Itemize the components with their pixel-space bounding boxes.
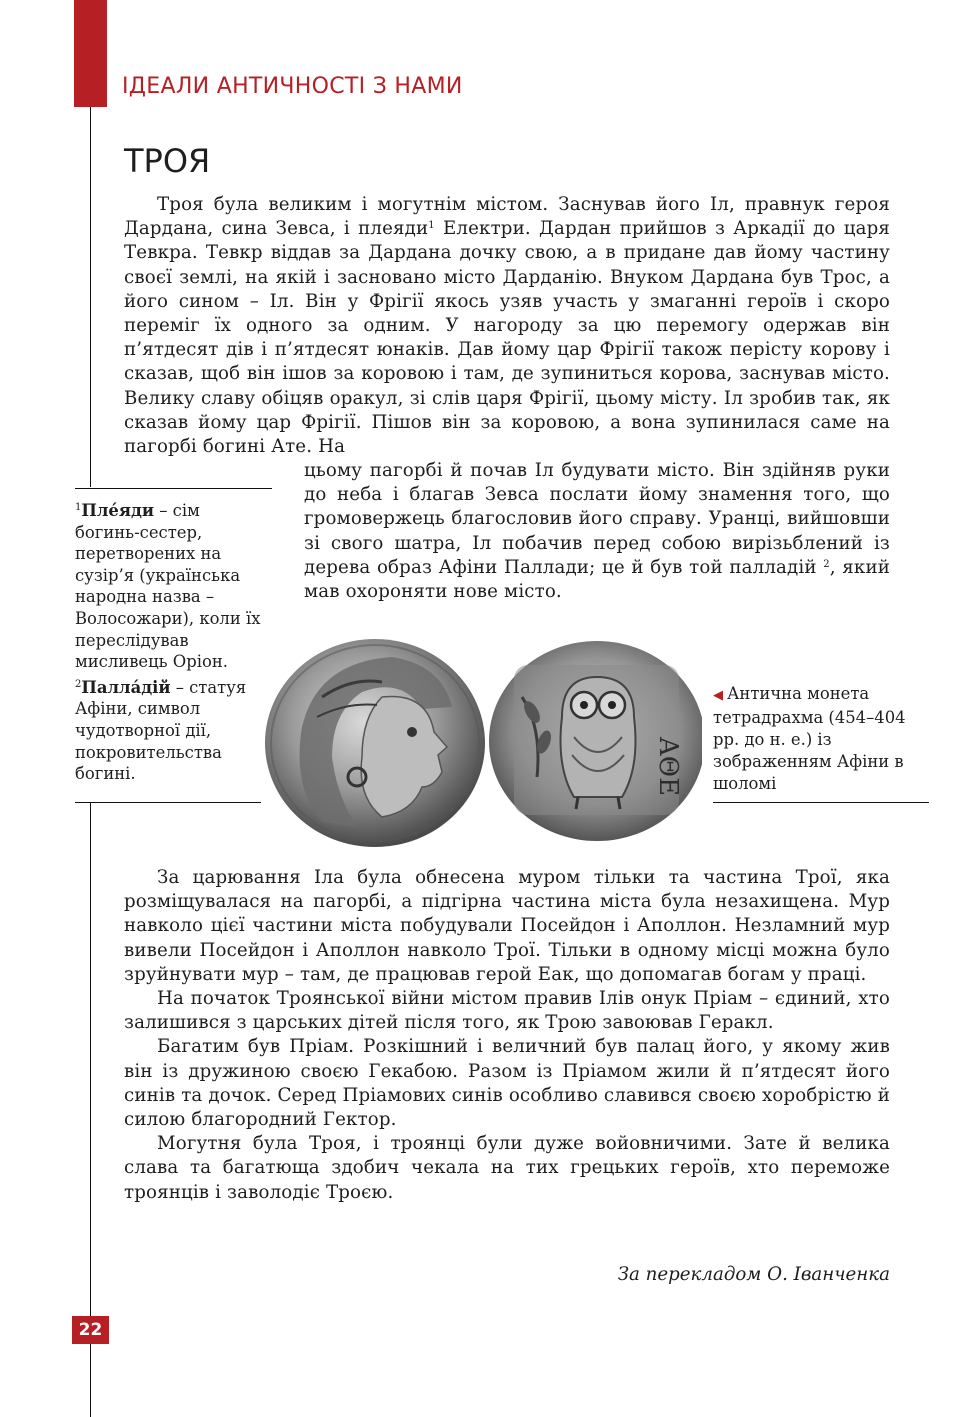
footnote-1-number: 1 [75, 502, 82, 513]
footnotes [75, 500, 267, 785]
paragraph-troy-might: Могутня була Троя, і троянці були дуже войовничими. Зате й велика слава та багатюща здобич чекала на тих грецьких героїв, хто переможе троянців і заволодіє Троєю. [124, 1133, 890, 1203]
coin-reverse [489, 641, 702, 841]
translation-attribution: За перекладом О. Іванченка [617, 1264, 890, 1285]
paragraph-intro [124, 193, 890, 459]
caption-text: Антична монета тетрадрахма (454–404 рр. до н. е.) із зображенням Афіни в шоломі [713, 684, 906, 793]
paragraph-priam-palace: Багатим був Пріам. Розкішний і величний був палац його, у якому жив він із дружиною своєю Гекабою. Разом із Пріамом жили й п’ятдесят його синів та дочок. Серед Пріамових синів особливо славився своєю хоробрістю й силою благородний Гектор. [124, 1036, 890, 1131]
coin-inscription: ΑΘΕ [653, 737, 683, 797]
coin-obverse [265, 639, 485, 847]
page-title: ТРОЯ [124, 142, 211, 180]
section-header: ІДЕАЛИ АНТИЧНОСТІ З НАМИ [122, 74, 463, 99]
paragraph-intro-part-b: Електри. Дардан прийшов з Аркадії до царя Тевкра. Тевкр віддав за Дардана дочку свою, а в придане дав йому частину своєї землі, на якій і засновано місто Дарданію. Внуком Дардана був Трос, а його сином – Іл. Він у Фрігії якось узяв участь у змаганні героїв і скоро переміг їх одного за одним. У нагороду за цю перемогу одержав він п’ятдесят дів і п’ятдесят юнаків. Дав йому цар Фрігії також перісту корову і сказав, щоб він ішов за коровою і там, де зупиниться корова, заснував місто. Велику славу обіцяв оракул, зі слів царя Фрігії, цьому місту. Іл зробив так, як сказав йому цар Фрігії. Пішов він за коровою, а вона зупинилася саме на пагорбі богині Ате. На [124, 218, 890, 458]
paragraph-intro-part-a: Троя була великим і могутнім містом. Заснував його Іл, правнук героя Дардана, сина Зевса, і плеяди [124, 194, 890, 240]
footnote-2-term: Палла́дій [81, 677, 171, 697]
footnote-1-text: – сім богинь-сестер, перетворених на сузір’я (українська народна назва – Волосожари), коли їх переслідував мисливець Оріон. [75, 501, 261, 672]
footnote-divider-top [75, 488, 272, 489]
caption-divider [713, 802, 929, 803]
main-text [124, 866, 890, 1205]
footnote-ref-1[interactable]: 1 [428, 220, 435, 232]
page-number: 22 [72, 1316, 109, 1344]
caption-arrow-icon: ◀ [713, 688, 723, 703]
tetradrachm-coin-image [262, 637, 702, 849]
footnote-ref-2[interactable]: 2 [823, 558, 830, 570]
footnote-1-term: Пле́яди [81, 501, 155, 520]
footnote-divider-bottom [75, 802, 261, 803]
paragraph-intro-continued [304, 459, 890, 604]
footnote-2-number: 2 [75, 678, 82, 690]
paragraph-priam-rule: На початок Троянської війни містом правив Ілів онук Пріам – єдиний, хто залишився з царських дітей після того, як Трою завоював Геракл. [124, 988, 890, 1034]
header-accent-bar [74, 0, 107, 107]
paragraph-intro-part-c: цьому пагорбі й почав Іл будувати місто. Він здійняв руки до неба і благав Зевса послати йому знамення того, що громовержець благословив його справу. Уранці, вийшовши зі свого шатра, Іл побачив перед собою вирізьблений із дерева образ Афіни Паллади; це й був той палладій [304, 460, 890, 578]
coin-caption [713, 683, 933, 795]
margin-rule-top [90, 107, 91, 487]
paragraph-walls: За царювання Іла була обнесена муром тільки та частина Трої, яка розміщувалася на пагорбі, а підгірна частина міста була незахищена. Мур навколо цієї частини міста побудували Посейдон і Аполлон. Незламний мур вивели Посейдон і Аполлон навколо Трої. Тільки в одному місці можна було зруйнувати мур – там, де працював герой Еак, що допомагав богам у праці. [124, 867, 890, 985]
paragraph-intro-part-d: , який мав охороняти нове місто. [304, 556, 890, 603]
footnote-1 [75, 500, 267, 673]
footnote-2-text: – статуя Афіни, символ чудотворної дії, покровительства богині. [75, 677, 247, 784]
owl-body-shape [561, 677, 636, 797]
footnote-2 [75, 677, 267, 785]
